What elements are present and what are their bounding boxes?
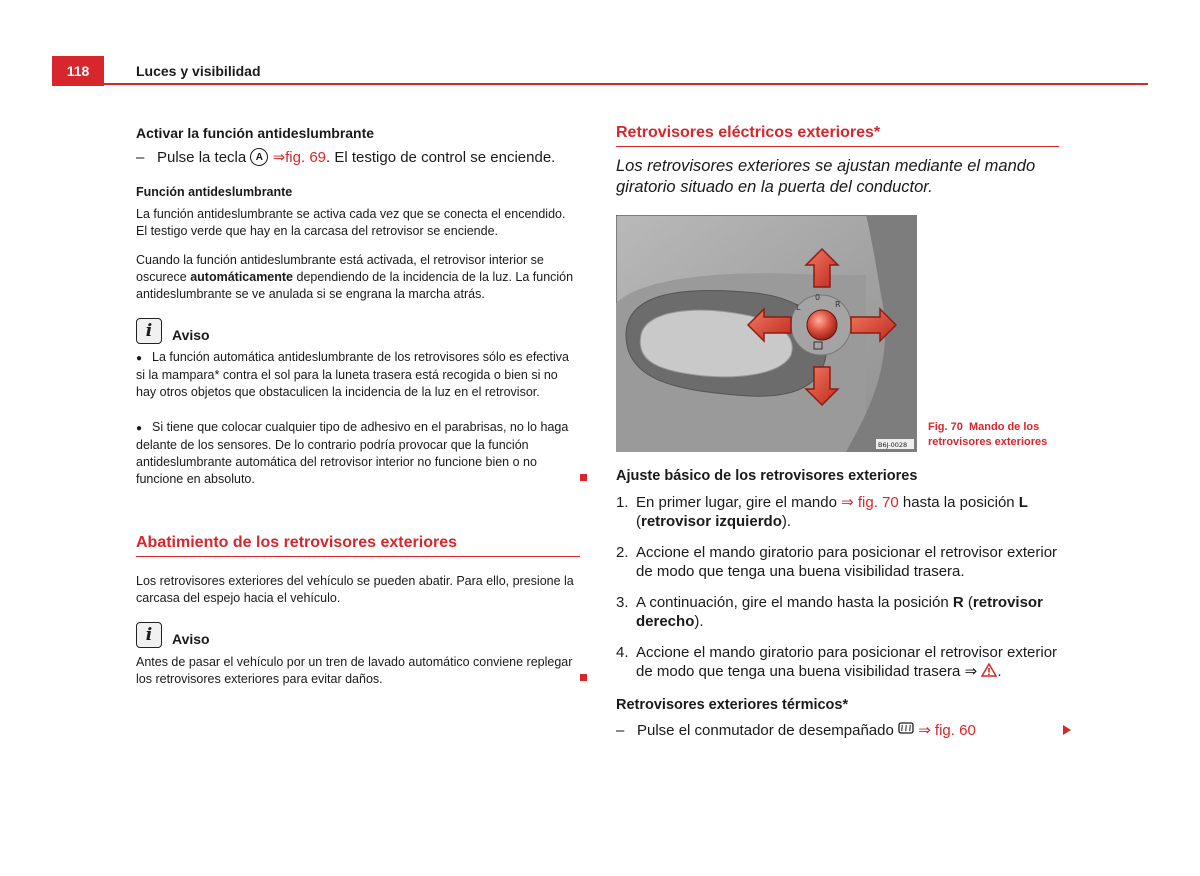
mirrors-intro: Los retrovisores exteriores se ajustan mediante el mando giratorio situado en la puerta del conductor. xyxy=(616,157,1036,196)
thermal-step: – Pulse el conmutador de desempañado ⇒ fig. 60 xyxy=(616,722,976,739)
step-1: 1. En primer lugar, gire el mando ⇒ fig. 70 hasta la posición L (retrovisor izquierdo). xyxy=(616,494,1028,530)
figure-70 xyxy=(616,215,917,452)
aviso-1-bullet-1: ● La función automática antideslumbrante de los retrovisores sólo es efectiva si la mampara* contra el sol para la luneta trasera está recogida o bien si no hay otros objetos que obstaculicen la incidencia de la luz en el retrovisor. xyxy=(136,350,569,399)
basic-heading: Ajuste básico de los retrovisores exteriores xyxy=(616,468,918,484)
func-paragraph-1: La función antideslumbrante se activa cada vez que se conecta el encendido. El testigo verde que hay en la carcasa del retrovisor se enciende. xyxy=(136,207,566,238)
fig-69-link[interactable]: ⇒fig. 69 xyxy=(272,149,327,166)
fold-heading: Abatimiento de los retrovisores exteriores xyxy=(136,534,580,557)
aviso-1-bullet-2: ● Si tiene que colocar cualquier tipo de adhesivo en el parabrisas, no lo haga delante de los sensores. De lo contrario podría provocar que la función antideslumbrante automática del retrovisor interior no funcione bien o no funcione en absoluto. xyxy=(136,420,569,486)
aviso-2-text: Antes de pasar el vehículo por un tren de lavado automático conviene replegar los retrovisores exteriores para evitar daños. xyxy=(136,655,573,686)
figure-code: B6J-0028 xyxy=(878,441,908,449)
page-number: 118 xyxy=(52,56,104,86)
thermal-heading: Retrovisores exteriores térmicos* xyxy=(616,697,849,713)
knob-label-r: R xyxy=(835,300,841,309)
activate-step: – Pulse la tecla A ⇒fig. 69. El testigo de control se enciende. xyxy=(136,149,556,166)
fold-paragraph: Los retrovisores exteriores del vehículo se pueden abatir. Para ello, presione la carcasa del espejo hacia el vehículo. xyxy=(136,574,574,605)
func-heading: Función antideslumbrante xyxy=(136,185,293,199)
warning-icon[interactable] xyxy=(981,663,997,677)
button-a-icon: A xyxy=(250,148,268,166)
end-of-section-mark xyxy=(580,474,587,481)
aviso-2-header: i Aviso xyxy=(136,622,210,648)
fig-70-link[interactable]: ⇒ fig. 70 xyxy=(841,494,899,511)
step-4: 4. Accione el mando giratorio para posicionar el retrovisor exterior de modo que tenga una buena visibilidad trasera ⇒ . xyxy=(616,644,1058,680)
knob-label-0: 0 xyxy=(815,293,821,302)
figure-caption: Fig. 70 Mando de los retrovisores exteriores xyxy=(928,421,1048,448)
info-icon: i xyxy=(136,318,162,344)
bullet-icon: ● xyxy=(136,353,143,364)
fig-60-link[interactable]: ⇒ fig. 60 xyxy=(918,722,976,739)
end-of-section-mark xyxy=(580,674,587,681)
func-paragraph-2: Cuando la función antideslumbrante está activada, el retrovisor interior se oscurece automáticamente dependiendo de la incidencia de la luz. La función antideslumbrante se ve anulada si se engrana la marcha atrás. xyxy=(136,253,574,301)
rotary-knob xyxy=(807,310,837,340)
continue-arrow-icon xyxy=(1062,725,1072,735)
aviso-1-header: i Aviso xyxy=(136,318,210,344)
defrost-icon xyxy=(898,722,914,736)
header-rule xyxy=(52,83,1148,85)
activate-heading: Activar la función antideslumbrante xyxy=(136,125,375,141)
knob-label-l: L xyxy=(796,303,801,312)
mirror-control-illustration xyxy=(616,215,917,452)
step-2: 2. Accione el mando giratorio para posicionar el retrovisor exterior de modo que tenga una buena visibilidad trasera. xyxy=(616,544,1058,580)
section-title: Luces y visibilidad xyxy=(136,63,261,79)
mirrors-heading: Retrovisores eléctricos exteriores* xyxy=(616,124,1059,147)
info-icon: i xyxy=(136,622,162,648)
basic-steps xyxy=(616,493,1061,681)
bullet-icon: ● xyxy=(136,423,143,434)
step-3: 3. A continuación, gire el mando hasta la posición R (retrovisor derecho). xyxy=(616,594,1043,630)
